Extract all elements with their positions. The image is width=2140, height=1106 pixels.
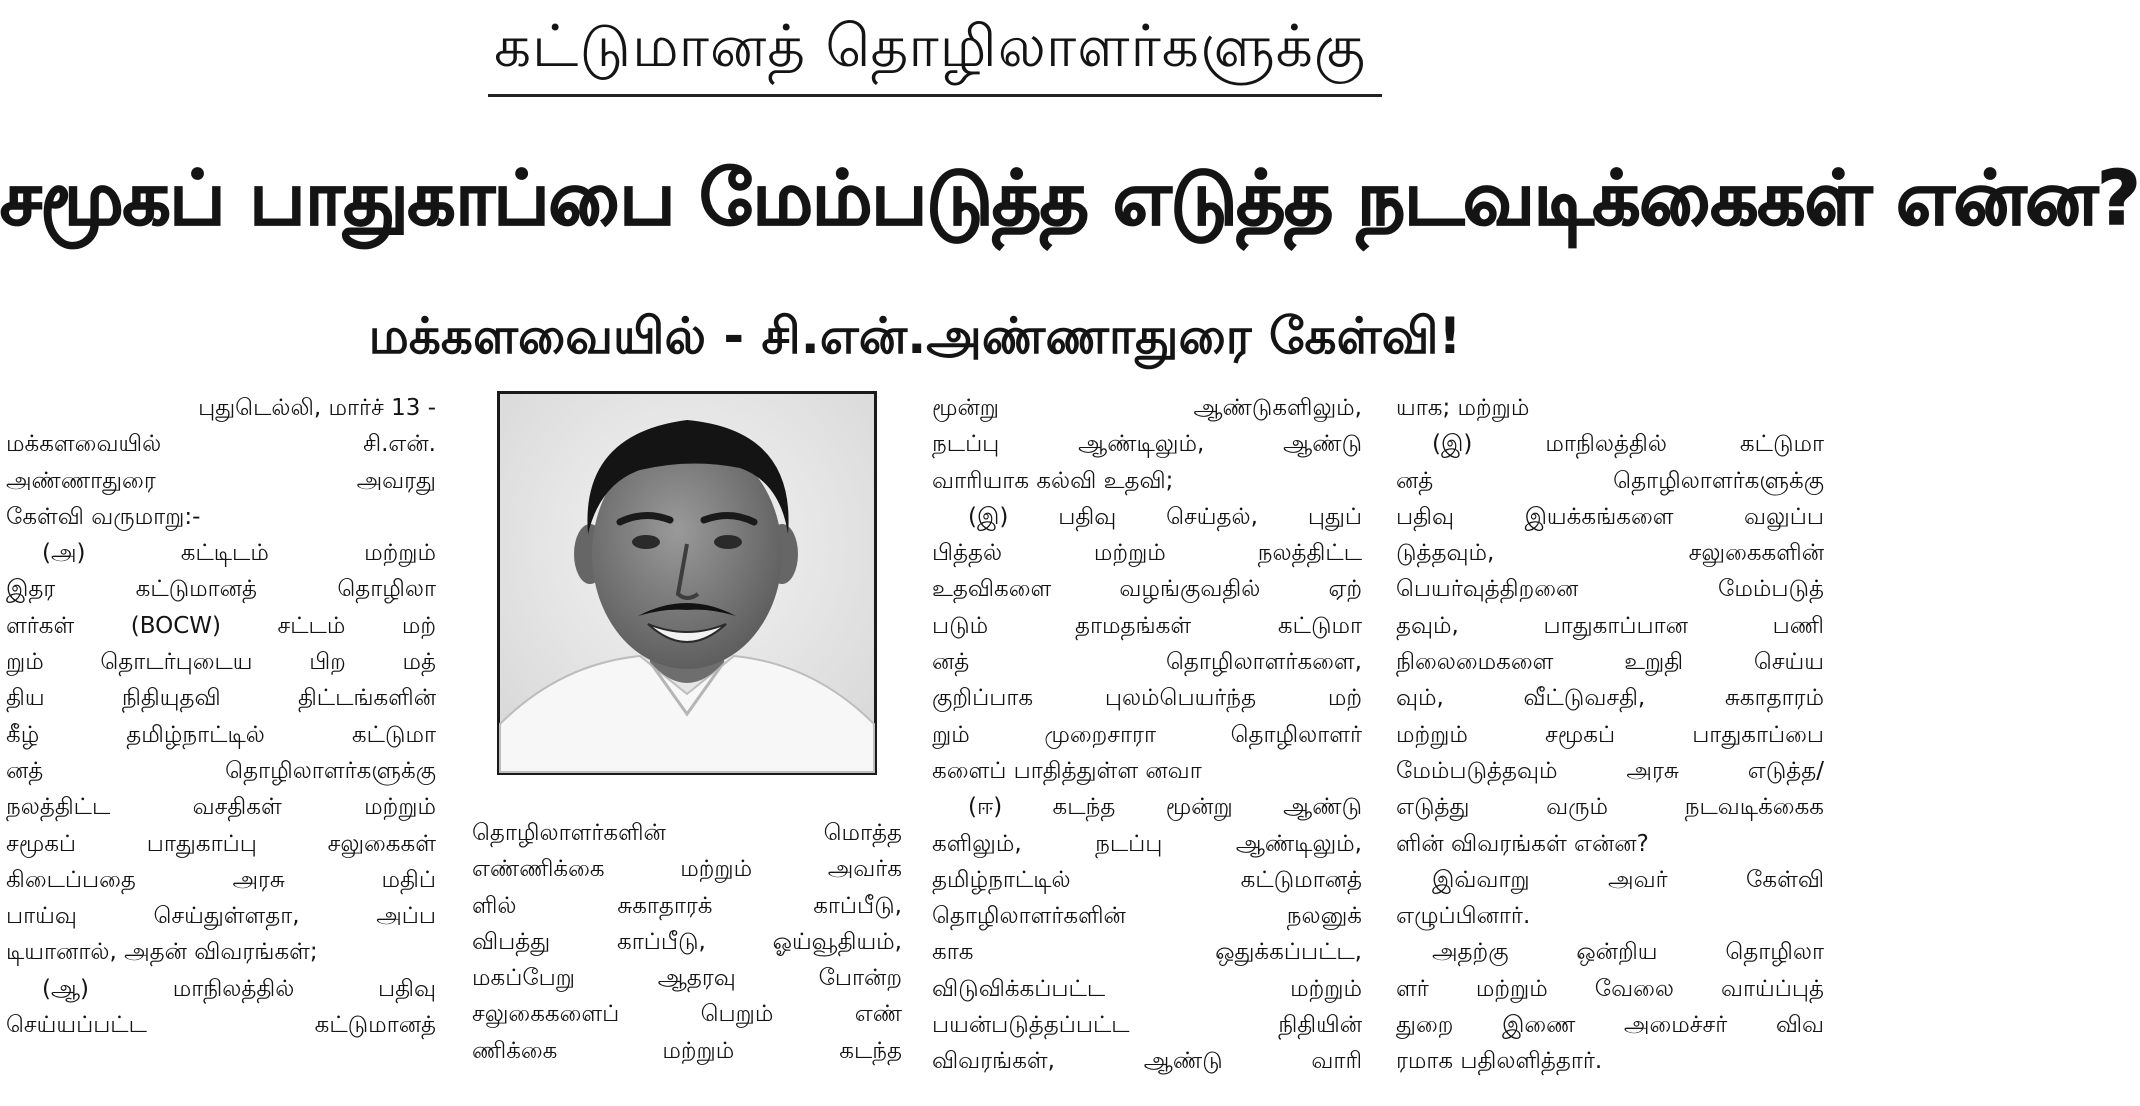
portrait-photo-icon	[500, 394, 874, 772]
text-line: விவரங்கள், ஆண்டு வாரி	[932, 1048, 1362, 1075]
text-line: மக்களவையில் சி.என்.	[6, 431, 436, 458]
text-line: துறை இணை அமைச்சர் விவ	[1396, 1012, 1824, 1039]
text-line: றும் தொடர்புடைய பிற மத்	[6, 649, 436, 676]
text-line: டுத்தவும், சலுகைகளின்	[1396, 540, 1824, 567]
text-line: எடுத்து வரும் நடவடிக்கைக	[1396, 794, 1824, 821]
text-line: (இ) பதிவு செய்தல், புதுப்	[968, 503, 1362, 530]
article-column-1	[6, 390, 436, 1043]
text-line: னத் தொழிலாளர்களை,	[932, 649, 1362, 676]
text-line: அண்ணாதுரை அவரது	[6, 467, 436, 494]
text-line: றும் முறைசாரா தொழிலாளர்	[932, 721, 1362, 748]
text-line: களிலும், நடப்பு ஆண்டிலும்,	[932, 830, 1362, 857]
text-line: பதிவு இயக்கங்களை வலுப்ப	[1396, 503, 1824, 530]
text-line: இதர கட்டுமானத் தொழிலா	[6, 576, 436, 603]
text-line: திய நிதியுதவி திட்டங்களின்	[6, 685, 436, 712]
dateline: புதுடெல்லி, மார்ச் 13 -	[198, 395, 436, 421]
text-line: யாக; மற்றும்	[1396, 395, 1530, 421]
text-line: விடுவிக்கப்பட்ட மற்றும்	[932, 975, 1362, 1002]
text-line: கேள்வி வருமாறு:-	[6, 503, 201, 530]
text-line: ணிக்கை மற்றும் கடந்த	[472, 1037, 902, 1064]
text-line: களைப் பாதித்துள்ள னவா	[932, 757, 1202, 784]
text-line: மகப்பேறு ஆதரவு போன்ற	[472, 965, 902, 992]
text-line: பெயர்வுத்திறனை மேம்படுத்	[1396, 576, 1824, 603]
text-line: மூன்று ஆண்டுகளிலும்,	[932, 395, 1362, 421]
text-line: னத் தொழிலாளர்களுக்கு	[1396, 467, 1824, 494]
text-line: நலத்திட்ட வசதிகள் மற்றும்	[6, 794, 436, 821]
text-line: குறிப்பாக புலம்பெயர்ந்த மற்	[932, 685, 1362, 712]
text-line: பயன்படுத்தப்பட்ட நிதியின்	[932, 1012, 1362, 1039]
text-line: ளில் சுகாதாரக் காப்பீடு,	[472, 892, 902, 919]
text-line: தொழிலாளர்களின் மொத்த	[472, 820, 902, 846]
text-line: வும், வீட்டுவசதி, சுகாதாரம்	[1396, 685, 1824, 712]
text-line: (ஆ) மாநிலத்தில் பதிவு	[42, 975, 436, 1002]
text-line: எண்ணிக்கை மற்றும் அவர்க	[472, 856, 902, 883]
text-line: ளர்கள் (BOCW) சட்டம் மற்	[6, 612, 436, 639]
text-line: நிலைமைகளை உறுதி செய்ய	[1396, 649, 1824, 676]
text-line: பாய்வு செய்துள்ளதா, அப்ப	[6, 903, 436, 930]
kicker-underline	[488, 94, 1382, 97]
text-line: னத் தொழிலாளர்களுக்கு	[6, 757, 436, 784]
text-line: (அ) கட்டிடம் மற்றும்	[42, 540, 436, 567]
text-line: மற்றும் சமூகப் பாதுகாப்பை	[1396, 721, 1824, 748]
text-line: சமூகப் பாதுகாப்பு சலுகைகள்	[6, 830, 436, 857]
text-line: ளர் மற்றும் வேலை வாய்ப்புத்	[1396, 975, 1824, 1002]
portrait-photo	[497, 391, 877, 775]
text-line: கீழ் தமிழ்நாட்டில் கட்டுமா	[6, 721, 436, 748]
text-line: அதற்கு ஒன்றிய தொழிலா	[1432, 939, 1824, 966]
subheadline: மக்களவையில் - சி.என்.அண்ணாதுரை கேள்வி!	[368, 307, 1462, 365]
headline: சமூகப் பாதுகாப்பை மேம்படுத்த எடுத்த நடவடிக்கைகள் என்ன?	[0, 154, 2140, 242]
text-line: தமிழ்நாட்டில் கட்டுமானத்	[932, 866, 1362, 893]
text-line: ளின் விவரங்கள் என்ன?	[1396, 830, 1649, 857]
text-line: டியானால், அதன் விவரங்கள்;	[6, 939, 318, 966]
text-line: எழுப்பினார்.	[1396, 903, 1531, 930]
text-line: கிடைப்பதை அரசு மதிப்	[6, 866, 436, 893]
text-line: செய்யப்பட்ட கட்டுமானத்	[6, 1012, 436, 1039]
text-line: ரமாக பதிலளித்தார்.	[1396, 1048, 1603, 1075]
text-line: மேம்படுத்தவும் அரசு எடுத்த/	[1396, 757, 1824, 784]
kicker-heading: கட்டுமானத் தொழிலாளர்களுக்கு	[493, 12, 1367, 80]
text-line: உதவிகளை வழங்குவதில் ஏற்	[932, 576, 1362, 603]
article-column-2	[472, 815, 902, 1069]
text-line: காக ஒதுக்கப்பட்ட,	[932, 939, 1362, 966]
text-line: தொழிலாளர்களின் நலனுக்	[932, 903, 1362, 930]
text-line: இவ்வாறு அவர் கேள்வி	[1432, 866, 1824, 893]
text-line: வாரியாக கல்வி உதவி;	[932, 467, 1174, 494]
article-column-4	[1396, 390, 1824, 1080]
text-line: படும் தாமதங்கள் கட்டுமா	[932, 612, 1362, 639]
text-line: (ஈ) கடந்த மூன்று ஆண்டு	[968, 794, 1362, 821]
text-line: நடப்பு ஆண்டிலும், ஆண்டு	[932, 431, 1362, 458]
text-line: விபத்து காப்பீடு, ஓய்வூதியம்,	[472, 928, 902, 955]
text-line: (இ) மாநிலத்தில் கட்டுமா	[1432, 431, 1824, 458]
text-line: தவும், பாதுகாப்பான பணி	[1396, 612, 1824, 639]
text-line: சலுகைகளைப் பெறும் எண்	[472, 1001, 902, 1028]
text-line: பித்தல் மற்றும் நலத்திட்ட	[932, 540, 1362, 567]
article-column-3	[932, 390, 1362, 1080]
